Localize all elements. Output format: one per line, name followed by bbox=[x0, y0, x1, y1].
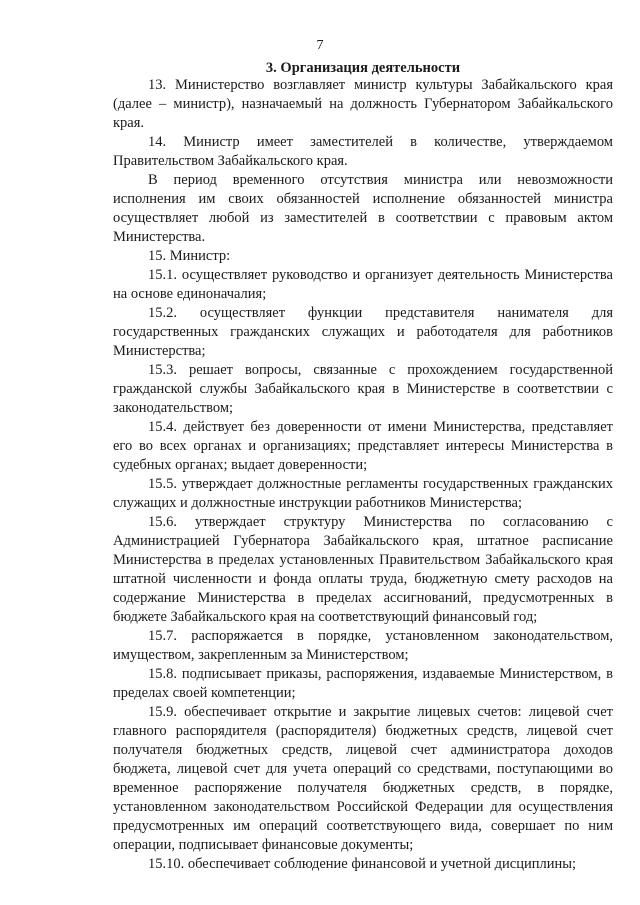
section-heading: 3. Организация деятельности bbox=[265, 60, 461, 76]
paragraph-15: 15. Министр: bbox=[148, 248, 231, 264]
paragraph-temporary-absence: В период временного отсутствия министра или невозможности исполнения им своих обязанностей исполнение обязанностей министра осуществляет любой из заместителей в соответствии с правовым актом Министерства. bbox=[113, 172, 613, 245]
document-body bbox=[113, 76, 613, 874]
paragraph-15-4: 15.4. действует без доверенности от имени Министерства, представляет его во всех органах и организациях; представляет интересы Министерства в судебных органах; выдает доверенности; bbox=[113, 419, 613, 473]
paragraph-14: 14. Министр имеет заместителей в количестве, утверждаемом Правительством Забайкальского края. bbox=[113, 134, 613, 169]
paragraph-15-10: 15.10. обеспечивает соблюдение финансовой и учетной дисциплины; bbox=[148, 856, 576, 872]
paragraph-15-6: 15.6. утверждает структуру Министерства по согласованию с Администрацией Губернатора Забайкальского края, штатное расписание Министерства в пределах установленных Правительством Забайкальского края штатной численности и фонда оплаты труда, бюджетную смету расходов на содержание Министерства в пределах ассигнований, предусмотренных в бюджете Забайкальского края на соответствующий финансовый год; bbox=[113, 514, 613, 625]
page-number: 7 bbox=[316, 38, 324, 53]
paragraph-15-3: 15.3. решает вопросы, связанные с прохождением государственной гражданской службы Забайкальского края в Министерстве в соответствии с законодательством; bbox=[113, 362, 613, 416]
paragraph-15-7: 15.7. распоряжается в порядке, установленном законодательством, имуществом, закрепленным за Министерством; bbox=[113, 628, 613, 663]
paragraph-13: 13. Министерство возглавляет министр культуры Забайкальского края (далее – министр), назначаемый на должность Губернатором Забайкальского края. bbox=[113, 77, 613, 131]
paragraph-15-5: 15.5. утверждает должностные регламенты государственных гражданских служащих и должностные инструкции работников Министерства; bbox=[113, 476, 613, 511]
paragraph-15-9: 15.9. обеспечивает открытие и закрытие лицевых счетов: лицевой счет главного распорядителя (распорядителя) бюджетных средств, лицевой счет получателя бюджетных средств, лицевой счет администратора доходов бюджета, лицевой счет для учета операций со средствами, поступающими во временное распоряжение получателя бюджетных средств, в порядке, установленном законодательством Российской Федерации для осуществления предусмотренных им операций соответствующего вида, совершает по ним операции, подписывает финансовые документы; bbox=[113, 704, 613, 853]
paragraph-15-2: 15.2. осуществляет функции представителя нанимателя для государственных гражданских служащих и работодателя для работников Министерства; bbox=[113, 305, 613, 359]
paragraph-15-8: 15.8. подписывает приказы, распоряжения, издаваемые Министерством, в пределах своей компетенции; bbox=[113, 666, 613, 701]
paragraph-15-1: 15.1. осуществляет руководство и организует деятельность Министерства на основе единоначалия; bbox=[113, 267, 613, 302]
